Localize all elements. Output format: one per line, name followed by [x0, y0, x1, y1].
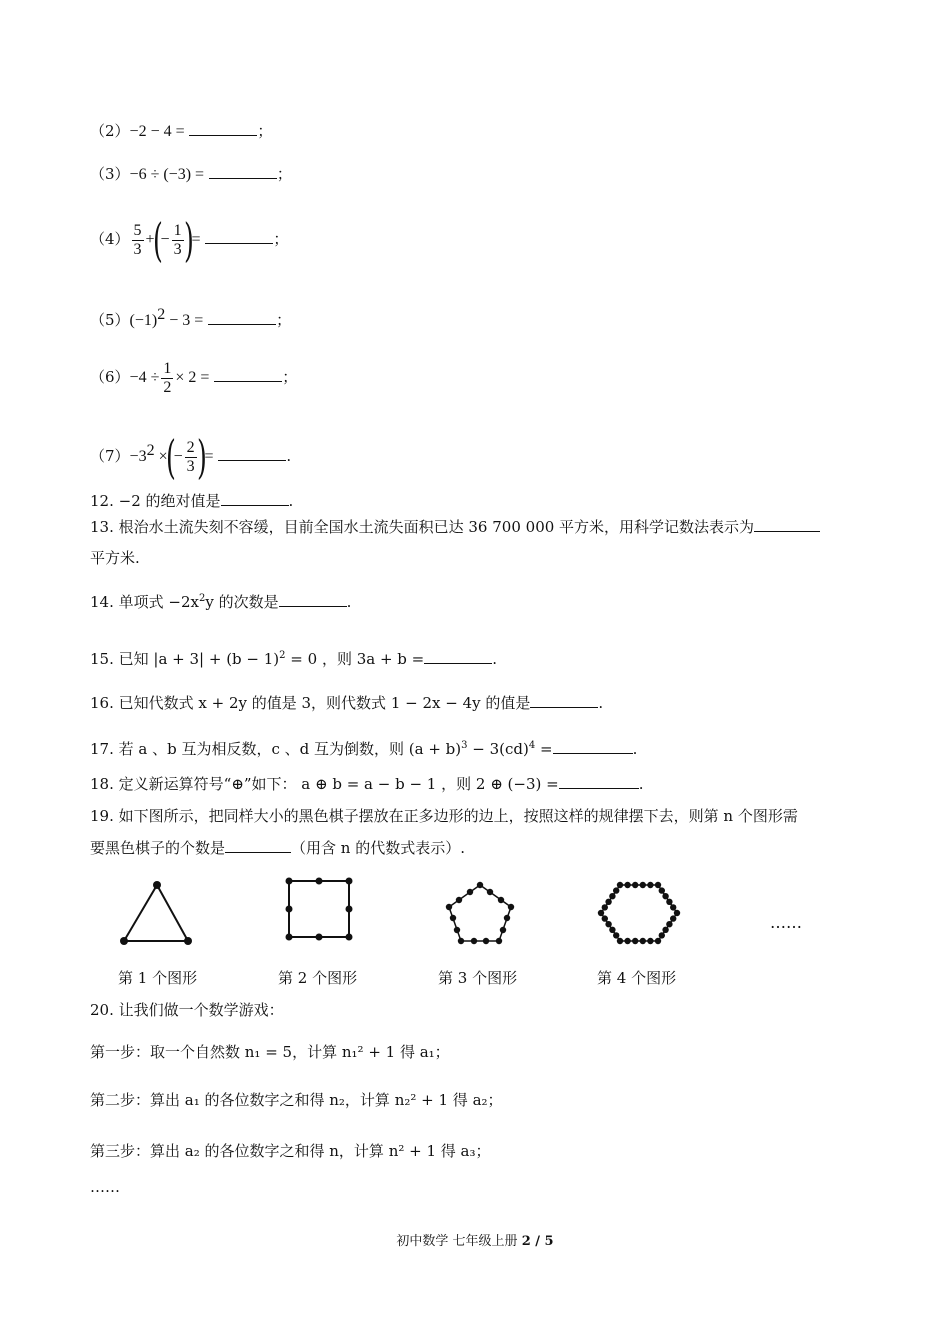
item-3 — [90, 164, 292, 185]
paren-left: ( — [152, 213, 163, 267]
answer-blank[interactable] — [225, 838, 291, 853]
question-end: . — [598, 694, 604, 712]
question-text: 12. −2 的绝对值是 — [90, 492, 221, 510]
item-7 — [90, 426, 291, 482]
item-label: （6） — [90, 368, 130, 386]
question-20-step-1: 第一步：取一个自然数 n₁ = 5，计算 n₁² + 1 得 a₁； — [90, 1043, 450, 1061]
question-text-tail: （用含 n 的代数式表示）. — [291, 839, 465, 857]
question-end: . — [288, 492, 294, 510]
exponent: 2 — [157, 306, 166, 323]
question-19 — [90, 806, 798, 826]
question-17 — [90, 736, 637, 759]
question-end: . — [632, 740, 638, 758]
page-number: 2 / 5 — [521, 1234, 554, 1249]
answer-blank[interactable] — [208, 310, 276, 325]
answer-blank[interactable] — [424, 649, 492, 664]
question-text: 14. 单项式 −2x — [90, 593, 199, 611]
question-20-title: 20. 让我们做一个数学游戏： — [90, 1001, 284, 1019]
item-label: （7） — [90, 447, 130, 465]
exponent: 2 — [279, 650, 286, 661]
question-text: 13. 根治水土流失刻不容缓，目前全国水土流失面积已达 36 700 000 平方米，用科学记数法表示为 — [90, 518, 755, 536]
item-end: ； — [257, 122, 273, 140]
item-end: . — [286, 447, 292, 465]
question-text: 要黑色棋子的个数是 — [90, 839, 226, 857]
item-4 — [90, 214, 288, 265]
exponent: 2 — [198, 593, 206, 604]
question-text-tail: y 的次数是 — [205, 593, 279, 611]
question-end: . — [638, 775, 644, 793]
figures-ellipsis: …… — [770, 913, 802, 932]
item-5 — [90, 305, 291, 331]
question-20-step-3: 第三步：算出 a₂ 的各位数字之和得 n，计算 n² + 1 得 a₃； — [90, 1142, 491, 1160]
fraction: $\frac{1}{3}$ — [173, 221, 182, 258]
question-text-mid: − 3(cd) — [467, 740, 529, 758]
exponent: 4 — [528, 740, 536, 751]
answer-blank[interactable] — [189, 121, 257, 136]
answer-blank[interactable] — [559, 774, 639, 789]
minus-sign: − — [160, 231, 170, 248]
figure-square — [280, 873, 360, 948]
figure-hexagon — [596, 876, 682, 948]
caption-figure-1: 第 1 个图形 — [118, 969, 198, 987]
question-end: . — [492, 650, 498, 668]
times-sign: × — [154, 448, 168, 465]
equals-sign: = — [191, 231, 201, 248]
paren-right: ) — [183, 213, 194, 267]
item-expression-tail: − 3 = — [165, 312, 204, 329]
question-19-line2 — [90, 838, 465, 858]
answer-blank[interactable] — [279, 592, 347, 607]
paren-right: ) — [196, 430, 207, 484]
answer-blank[interactable] — [553, 739, 633, 754]
question-15 — [90, 646, 497, 669]
figure-pentagon — [440, 876, 520, 948]
item-label: （5） — [90, 311, 130, 329]
page-footer — [0, 1230, 950, 1249]
caption-figure-3: 第 3 个图形 — [438, 969, 518, 987]
item-end: ； — [276, 311, 292, 329]
item-label: （2） — [90, 122, 130, 140]
answer-blank[interactable] — [530, 693, 598, 708]
answer-blank[interactable] — [205, 229, 273, 244]
item-end: ； — [282, 368, 298, 386]
fraction: $\frac{5}{3}$ — [133, 221, 142, 258]
question-13-line2 — [90, 548, 140, 568]
question-20-ellipsis: …… — [90, 1178, 120, 1196]
question-13 — [90, 517, 820, 537]
question-text: 平方米. — [90, 549, 140, 567]
answer-blank[interactable] — [209, 164, 277, 179]
minus-sign: − — [173, 448, 183, 465]
question-text-tail: = 0 ，则 3a + b = — [285, 650, 425, 668]
exponent: 2 — [146, 442, 155, 459]
item-end: ； — [273, 230, 289, 248]
question-14 — [90, 589, 351, 612]
plus-sign: + — [145, 231, 155, 248]
item-6 — [90, 352, 297, 403]
figure-triangle — [112, 876, 202, 951]
caption-figure-2: 第 2 个图形 — [278, 969, 358, 987]
answer-blank[interactable] — [754, 517, 820, 532]
item-expression-tail: × 2 = — [175, 369, 210, 386]
fraction: $\frac{2}{3}$ — [186, 438, 195, 475]
item-label: （3） — [90, 165, 130, 183]
question-text: 16. 已知代数式 x + 2y 的值是 3，则代数式 1 − 2x − 4y 的值是 — [90, 694, 531, 712]
exponent: 3 — [461, 740, 468, 751]
question-text: 15. 已知 |a + 3| + (b − 1) — [90, 650, 280, 668]
item-label: （4） — [90, 230, 130, 248]
question-16 — [90, 693, 603, 713]
answer-blank[interactable] — [218, 446, 286, 461]
question-text: 18. 定义新运算符号“⊕”如下： a ⊕ b = a − b − 1 ，则 2 ⊕ (−3) = — [90, 775, 559, 793]
item-expression: −6 ÷ (−3) = — [129, 166, 205, 183]
item-2 — [90, 121, 272, 142]
equals-sign: = — [204, 448, 214, 465]
item-expression: −2 − 4 = — [129, 123, 185, 140]
item-expression: (−1) — [129, 312, 158, 329]
question-end: . — [346, 593, 352, 611]
question-text-tail: = — [535, 740, 553, 758]
item-end: ； — [276, 165, 292, 183]
answer-blank[interactable] — [221, 491, 289, 506]
paren-left: ( — [165, 430, 176, 484]
answer-blank[interactable] — [214, 367, 282, 382]
question-text: 19. 如下图所示，把同样大小的黑色棋子摆放在正多边形的边上，按照这样的规律摆下去，则第 n 个图形需 — [90, 807, 798, 825]
question-18 — [90, 774, 643, 794]
question-text: 17. 若 a 、b 互为相反数，c 、d 互为倒数，则 (a + b) — [90, 740, 462, 758]
item-expression: −4 ÷ — [129, 369, 160, 386]
question-12 — [90, 491, 293, 511]
caption-figure-4: 第 4 个图形 — [597, 969, 677, 987]
footer-text: 初中数学 七年级上册 — [396, 1234, 522, 1249]
item-expression: −3 — [129, 448, 147, 465]
fraction: $\frac{1}{2}$ — [163, 359, 172, 396]
question-20-step-2: 第二步：算出 a₁ 的各位数字之和得 n₂，计算 n₂² + 1 得 a₂； — [90, 1091, 503, 1109]
